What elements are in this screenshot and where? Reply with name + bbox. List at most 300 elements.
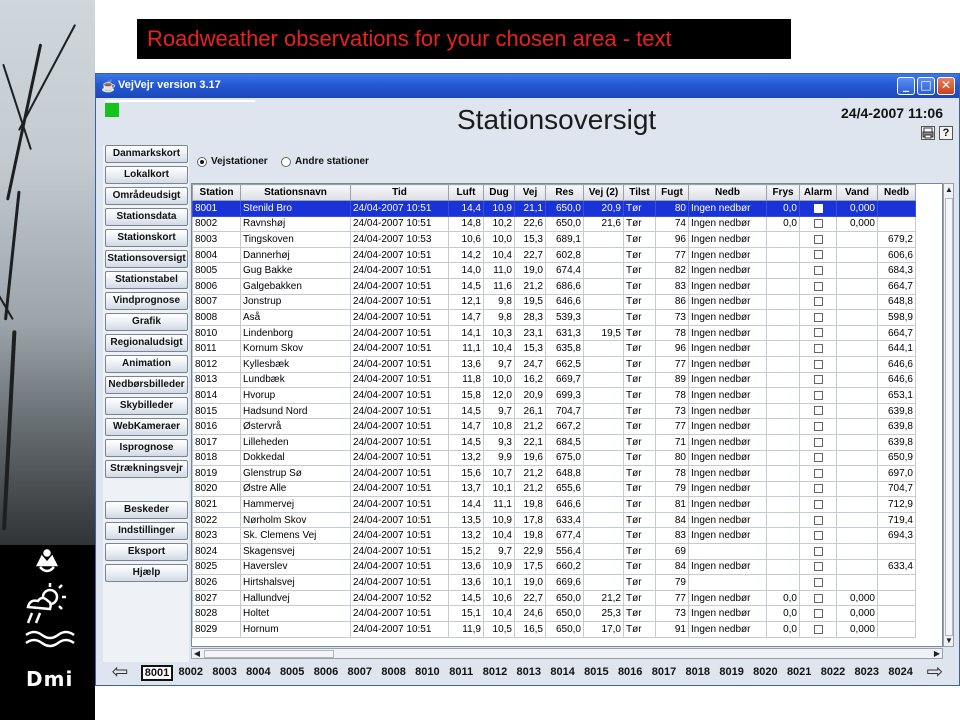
table-cell: Ingen nedbør [689, 466, 767, 482]
dmi-logo-text: Dmi [26, 667, 74, 691]
table-cell [837, 575, 878, 591]
station-tab-8019[interactable]: 8019 [719, 666, 744, 678]
station-tab-8023[interactable]: 8023 [854, 666, 880, 678]
table-cell [878, 216, 916, 232]
nav-button-indstillinger[interactable]: Indstillinger [105, 522, 188, 540]
column-header-alarm-12[interactable]: Alarm [800, 185, 837, 201]
table-cell: 13,6 [449, 559, 484, 575]
table-cell: 11,8 [449, 372, 484, 388]
table-cell: 15,3 [515, 232, 546, 248]
alarm-checkbox[interactable] [814, 219, 823, 228]
table-cell: 10,3 [484, 325, 515, 341]
table-cell: Ingen nedbør [689, 325, 767, 341]
table-cell: 8021 [193, 497, 241, 513]
column-header-luft-3[interactable]: Luft [449, 185, 484, 201]
table-row[interactable] [193, 466, 916, 482]
station-tab-8024[interactable]: 8024 [888, 666, 913, 678]
table-cell: 73 [656, 403, 689, 419]
table-cell: 96 [656, 341, 689, 357]
column-header-nedb-10[interactable]: Nedb [689, 185, 767, 201]
table-cell: 24/04-2007 10:51 [351, 388, 449, 404]
table-cell [767, 450, 800, 466]
table-row[interactable] [193, 559, 916, 575]
station-tab-8018[interactable]: 8018 [685, 666, 711, 678]
table-row[interactable] [193, 341, 916, 357]
nav-button-skybilleder[interactable]: Skybilleder [105, 397, 188, 415]
table-cell: 14,4 [449, 497, 484, 513]
column-header-vej-5[interactable]: Vej [515, 185, 546, 201]
table-cell: 28,3 [515, 310, 546, 326]
table-cell: Tør [624, 356, 656, 372]
table-cell: 653,1 [878, 388, 916, 404]
table-cell [878, 575, 916, 591]
table-cell: 77 [656, 590, 689, 606]
alarm-checkbox[interactable] [814, 328, 823, 337]
table-cell [584, 544, 624, 560]
table-cell: 8026 [193, 575, 241, 591]
help-icon[interactable]: ? [939, 126, 953, 140]
table-cell: Lundbæk [241, 372, 351, 388]
alarm-checkbox[interactable] [814, 204, 823, 213]
table-cell: 675,0 [546, 450, 584, 466]
table-cell: Tør [624, 247, 656, 263]
table-cell: Ingen nedbør [689, 310, 767, 326]
table-cell: Tør [624, 263, 656, 279]
table-cell: Tør [624, 216, 656, 232]
table-cell: 8010 [193, 325, 241, 341]
table-cell: 14,5 [449, 278, 484, 294]
window-title: VejVejr version 3.17 [118, 79, 221, 91]
station-tab-8017[interactable]: 8017 [651, 666, 677, 678]
alarm-checkbox[interactable] [814, 297, 823, 306]
table-row[interactable] [193, 590, 916, 606]
table-cell [837, 310, 878, 326]
column-header-nedb-14[interactable]: Nedb [878, 185, 916, 201]
scroll-right-icon[interactable]: ▶ [933, 649, 941, 658]
table-cell: 8018 [193, 450, 241, 466]
alarm-checkbox[interactable] [814, 391, 823, 400]
printer-icon[interactable] [921, 126, 935, 140]
column-header-dug-4[interactable]: Dug [484, 185, 515, 201]
horizontal-scroll-thumb[interactable] [204, 650, 334, 658]
alarm-checkbox[interactable] [814, 375, 823, 384]
table-cell: Ingen nedbør [689, 622, 767, 638]
station-tab-8013[interactable]: 8013 [516, 666, 542, 678]
table-body [193, 201, 916, 638]
table-cell: 14,1 [449, 325, 484, 341]
table-cell: 17,0 [584, 622, 624, 638]
table-cell: 13,2 [449, 528, 484, 544]
table-row[interactable] [193, 622, 916, 638]
table-cell: 13,6 [449, 575, 484, 591]
table-cell [767, 434, 800, 450]
table-cell: 20,9 [515, 388, 546, 404]
station-tab-8021[interactable]: 8021 [786, 666, 812, 678]
nav-button-stationstabel[interactable]: Stationstabel [105, 271, 188, 289]
alarm-cell [800, 481, 837, 497]
scroll-down-icon[interactable]: ▼ [945, 636, 953, 645]
table-cell: 8029 [193, 622, 241, 638]
station-tab-8010[interactable]: 8010 [415, 666, 440, 678]
window-titlebar[interactable] [96, 74, 959, 98]
table-cell [767, 466, 800, 482]
vertical-scrollbar[interactable] [943, 183, 954, 647]
alarm-checkbox[interactable] [814, 235, 823, 244]
table-row[interactable] [193, 310, 916, 326]
table-row[interactable] [193, 544, 916, 560]
table-cell: 24/04-2007 10:51 [351, 294, 449, 310]
table-row[interactable] [193, 325, 916, 341]
table-cell [837, 419, 878, 435]
table-row[interactable] [193, 278, 916, 294]
table-cell [767, 544, 800, 560]
alarm-cell [800, 575, 837, 591]
table-cell [767, 310, 800, 326]
table-cell: Ingen nedbør [689, 247, 767, 263]
station-tab-8022[interactable]: 8022 [820, 666, 846, 678]
previous-station-arrow-icon[interactable]: ⇦ [111, 659, 129, 683]
table-cell: 8020 [193, 481, 241, 497]
station-tab-8007[interactable]: 8007 [347, 666, 373, 678]
alarm-checkbox[interactable] [814, 578, 823, 587]
table-cell: 21,1 [515, 201, 546, 217]
table-row[interactable] [193, 263, 916, 279]
table-cell: 8025 [193, 559, 241, 575]
station-tab-8005[interactable]: 8005 [279, 666, 305, 678]
table-cell: Sk. Clemens Vej [241, 528, 351, 544]
page-title: Stationsoversigt [457, 104, 657, 135]
alarm-cell [800, 434, 837, 450]
table-cell: 81 [656, 497, 689, 513]
table-row[interactable] [193, 232, 916, 248]
alarm-checkbox[interactable] [814, 438, 823, 447]
maximize-button[interactable]: □ [917, 77, 935, 95]
alarm-checkbox[interactable] [814, 547, 823, 556]
table-cell: 78 [656, 325, 689, 341]
table-cell [689, 575, 767, 591]
alarm-checkbox[interactable] [814, 453, 823, 462]
table-cell: 19,5 [515, 294, 546, 310]
nav-button-webkameraer[interactable]: WebKameraer [105, 418, 188, 436]
table-cell: 8016 [193, 419, 241, 435]
table-row[interactable] [193, 356, 916, 372]
table-cell: 674,4 [546, 263, 584, 279]
table-cell: Østre Alle [241, 481, 351, 497]
table-cell [767, 232, 800, 248]
table-cell: 26,1 [515, 403, 546, 419]
table-cell: 606,6 [878, 247, 916, 263]
table-cell: Tør [624, 294, 656, 310]
table-cell: 8023 [193, 528, 241, 544]
nav-button-lokalkort[interactable]: Lokalkort [105, 166, 188, 184]
table-cell [584, 450, 624, 466]
table-row[interactable] [193, 294, 916, 310]
table-cell [584, 419, 624, 435]
table-row[interactable] [193, 606, 916, 622]
station-tab-8008[interactable]: 8008 [381, 666, 406, 678]
table-cell: Ingen nedbør [689, 419, 767, 435]
station-tab-8002[interactable]: 8002 [178, 666, 204, 678]
alarm-checkbox[interactable] [814, 266, 823, 275]
table-cell: Ingen nedbør [689, 372, 767, 388]
alarm-checkbox[interactable] [814, 344, 823, 353]
table-cell: Tør [624, 450, 656, 466]
column-header-tilst-8[interactable]: Tilst [624, 185, 656, 201]
table-cell: Tør [624, 341, 656, 357]
nav-button-beskeder[interactable]: Beskeder [105, 501, 188, 519]
table-cell: 8004 [193, 247, 241, 263]
table-cell: 8011 [193, 341, 241, 357]
table-cell [584, 232, 624, 248]
station-tab-8012[interactable]: 8012 [482, 666, 508, 678]
table-row[interactable] [193, 450, 916, 466]
nav-button-områdeudsigt[interactable]: Områdeudsigt [105, 187, 188, 205]
alarm-cell [800, 544, 837, 560]
nav-button-vindprognose[interactable]: Vindprognose [105, 292, 188, 310]
table-cell: Østervrå [241, 419, 351, 435]
table-cell: 684,3 [878, 263, 916, 279]
table-cell: Ingen nedbør [689, 356, 767, 372]
table-cell [767, 341, 800, 357]
table-cell: 8002 [193, 216, 241, 232]
table-cell: 9,7 [484, 356, 515, 372]
radio-vejstationer-label[interactable]: Vejstationer [211, 156, 268, 167]
table-cell: 667,2 [546, 419, 584, 435]
table-cell [584, 575, 624, 591]
minimize-button[interactable]: _ [897, 77, 915, 95]
nav-button-nedbørsbilleder[interactable]: Nedbørsbilleder [105, 376, 188, 394]
table-cell: 74 [656, 216, 689, 232]
table-cell: 82 [656, 263, 689, 279]
table-row[interactable] [193, 388, 916, 404]
alarm-checkbox[interactable] [814, 250, 823, 259]
table-cell: 699,3 [546, 388, 584, 404]
table-cell [584, 466, 624, 482]
column-header-frys-11[interactable]: Frys [767, 185, 800, 201]
alarm-checkbox[interactable] [814, 562, 823, 571]
table-cell: Tør [624, 403, 656, 419]
station-tab-8011[interactable]: 8011 [449, 666, 474, 678]
table-row[interactable] [193, 528, 916, 544]
table-cell: 21,2 [515, 278, 546, 294]
table-row[interactable] [193, 403, 916, 419]
alarm-checkbox[interactable] [814, 516, 823, 525]
station-table-container [191, 183, 943, 647]
table-cell: 669,6 [546, 575, 584, 591]
table-cell: 19,5 [584, 325, 624, 341]
table-cell: 22,1 [515, 434, 546, 450]
nav-button-regionaludsigt[interactable]: Regionaludsigt [105, 334, 188, 352]
nav-button-strækningsvejr[interactable]: Strækningsvejr [105, 460, 188, 478]
table-row[interactable] [193, 434, 916, 450]
alarm-cell [800, 606, 837, 622]
nav-button-grafik[interactable]: Grafik [105, 313, 188, 331]
table-cell: 77 [656, 356, 689, 372]
table-cell: 8024 [193, 544, 241, 560]
nav-button-danmarkskort[interactable]: Danmarkskort [105, 145, 188, 163]
station-tab-8014[interactable]: 8014 [550, 666, 575, 678]
nav-button-eksport[interactable]: Eksport [105, 543, 188, 561]
table-row[interactable] [193, 419, 916, 435]
table-cell: Stenild Bro [241, 201, 351, 217]
table-cell: 24/04-2007 10:51 [351, 325, 449, 341]
station-tab-8003[interactable]: 8003 [212, 666, 237, 678]
table-cell [767, 481, 800, 497]
horizontal-scrollbar[interactable] [191, 648, 943, 659]
table-cell: 635,8 [546, 341, 584, 357]
table-cell [767, 278, 800, 294]
table-cell: 10,0 [484, 372, 515, 388]
table-row[interactable] [193, 575, 916, 591]
alarm-checkbox[interactable] [814, 469, 823, 478]
table-row[interactable] [193, 372, 916, 388]
alarm-checkbox[interactable] [814, 625, 823, 634]
table-cell: 22,7 [515, 247, 546, 263]
table-cell: Tør [624, 466, 656, 482]
close-button[interactable]: ✕ [937, 77, 955, 95]
radio-andre-stationer-label[interactable]: Andre stationer [295, 156, 369, 167]
station-tab-8020[interactable]: 8020 [753, 666, 778, 678]
table-cell: 77 [656, 247, 689, 263]
table-cell [878, 544, 916, 560]
table-cell: 19,6 [515, 450, 546, 466]
table-cell [837, 497, 878, 513]
table-cell: Tør [624, 278, 656, 294]
table-cell [878, 590, 916, 606]
table-cell: 21,2 [515, 419, 546, 435]
nav-button-stationsdata[interactable]: Stationsdata [105, 208, 188, 226]
scroll-up-icon[interactable]: ▲ [945, 185, 953, 194]
table-cell: 12,0 [484, 388, 515, 404]
alarm-checkbox[interactable] [814, 313, 823, 322]
table-cell: 9,9 [484, 450, 515, 466]
table-cell: 23,1 [515, 325, 546, 341]
table-row[interactable] [193, 216, 916, 232]
table-cell: Ingen nedbør [689, 216, 767, 232]
table-row[interactable] [193, 481, 916, 497]
table-cell: 697,0 [878, 466, 916, 482]
alarm-checkbox[interactable] [814, 484, 823, 493]
table-cell: 539,3 [546, 310, 584, 326]
table-cell [837, 263, 878, 279]
column-header-stationsnavn-1[interactable]: Stationsnavn [241, 185, 351, 201]
alarm-checkbox[interactable] [814, 609, 823, 618]
alarm-cell [800, 232, 837, 248]
table-cell: Ingen nedbør [689, 388, 767, 404]
table-cell: 13,5 [449, 512, 484, 528]
table-cell: 8014 [193, 388, 241, 404]
table-cell: 598,9 [878, 310, 916, 326]
table-cell: 8006 [193, 278, 241, 294]
table-cell [767, 575, 800, 591]
table-cell: Hadsund Nord [241, 403, 351, 419]
table-row[interactable] [193, 247, 916, 263]
table-cell: 89 [656, 372, 689, 388]
nav-button-stationskort[interactable]: Stationskort [105, 229, 188, 247]
column-header-tid-2[interactable]: Tid [351, 185, 449, 201]
table-cell: 684,5 [546, 434, 584, 450]
table-cell: Skagensvej [241, 544, 351, 560]
table-cell: 15,3 [515, 341, 546, 357]
nav-button-isprognose[interactable]: Isprognose [105, 439, 188, 457]
table-cell: Holtet [241, 606, 351, 622]
next-station-arrow-icon[interactable]: ⇨ [926, 659, 944, 683]
alarm-checkbox[interactable] [814, 500, 823, 509]
nav-button-hjælp[interactable]: Hjælp [105, 564, 188, 582]
table-cell: 10,0 [484, 232, 515, 248]
table-cell: Ingen nedbør [689, 559, 767, 575]
station-tab-8016[interactable]: 8016 [617, 666, 643, 678]
column-header-fugt-9[interactable]: Fugt [656, 185, 689, 201]
table-cell: 24,7 [515, 356, 546, 372]
table-cell: 556,4 [546, 544, 584, 560]
column-header-vej-2--7[interactable]: Vej (2) [584, 185, 624, 201]
table-cell: 24/04-2007 10:51 [351, 419, 449, 435]
vertical-scroll-thumb[interactable] [945, 198, 953, 636]
nav-button-animation[interactable]: Animation [105, 355, 188, 373]
scroll-left-icon[interactable]: ◀ [193, 649, 201, 658]
table-cell: 639,8 [878, 403, 916, 419]
table-cell: Ingen nedbør [689, 497, 767, 513]
table-cell: 11,9 [449, 622, 484, 638]
table-cell: 17,8 [515, 512, 546, 528]
column-header-station-0[interactable]: Station [193, 185, 241, 201]
alarm-cell [800, 528, 837, 544]
nav-button-stationsoversigt[interactable]: Stationsoversigt [105, 250, 188, 268]
station-tab-8001[interactable]: 8001 [141, 665, 173, 681]
table-row[interactable] [193, 201, 916, 217]
column-header-res-6[interactable]: Res [546, 185, 584, 201]
table-cell [584, 310, 624, 326]
alarm-cell [800, 622, 837, 638]
table-cell: Ingen nedbør [689, 232, 767, 248]
table-cell: Ingen nedbør [689, 263, 767, 279]
alarm-checkbox[interactable] [814, 360, 823, 369]
alarm-checkbox[interactable] [814, 282, 823, 291]
table-cell: 24/04-2007 10:53 [351, 232, 449, 248]
station-tab-8006[interactable]: 8006 [313, 666, 339, 678]
table-cell [837, 372, 878, 388]
table-cell [767, 294, 800, 310]
station-tab-8015[interactable]: 8015 [584, 666, 609, 678]
alarm-checkbox[interactable] [814, 422, 823, 431]
table-cell: 79 [656, 575, 689, 591]
alarm-checkbox[interactable] [814, 594, 823, 603]
radio-vejstationer[interactable] [197, 157, 207, 167]
alarm-checkbox[interactable] [814, 531, 823, 540]
table-cell [878, 606, 916, 622]
table-cell: 15,8 [449, 388, 484, 404]
table-cell: 10,9 [484, 559, 515, 575]
table-cell [584, 372, 624, 388]
table-cell: 0,000 [837, 216, 878, 232]
table-cell: 655,6 [546, 481, 584, 497]
table-cell: Gug Bakke [241, 263, 351, 279]
table-cell [584, 512, 624, 528]
station-tab-8004[interactable]: 8004 [246, 666, 271, 678]
radio-andre-stationer[interactable] [281, 157, 291, 167]
table-cell: 24/04-2007 10:51 [351, 606, 449, 622]
table-cell: 664,7 [878, 278, 916, 294]
table-cell: 80 [656, 450, 689, 466]
alarm-checkbox[interactable] [814, 406, 823, 415]
column-header-vand-13[interactable]: Vand [837, 185, 878, 201]
table-row[interactable] [193, 512, 916, 528]
table-cell: 11,1 [449, 341, 484, 357]
table-cell: 13,2 [449, 450, 484, 466]
table-row[interactable] [193, 497, 916, 513]
table-cell: Tør [624, 325, 656, 341]
